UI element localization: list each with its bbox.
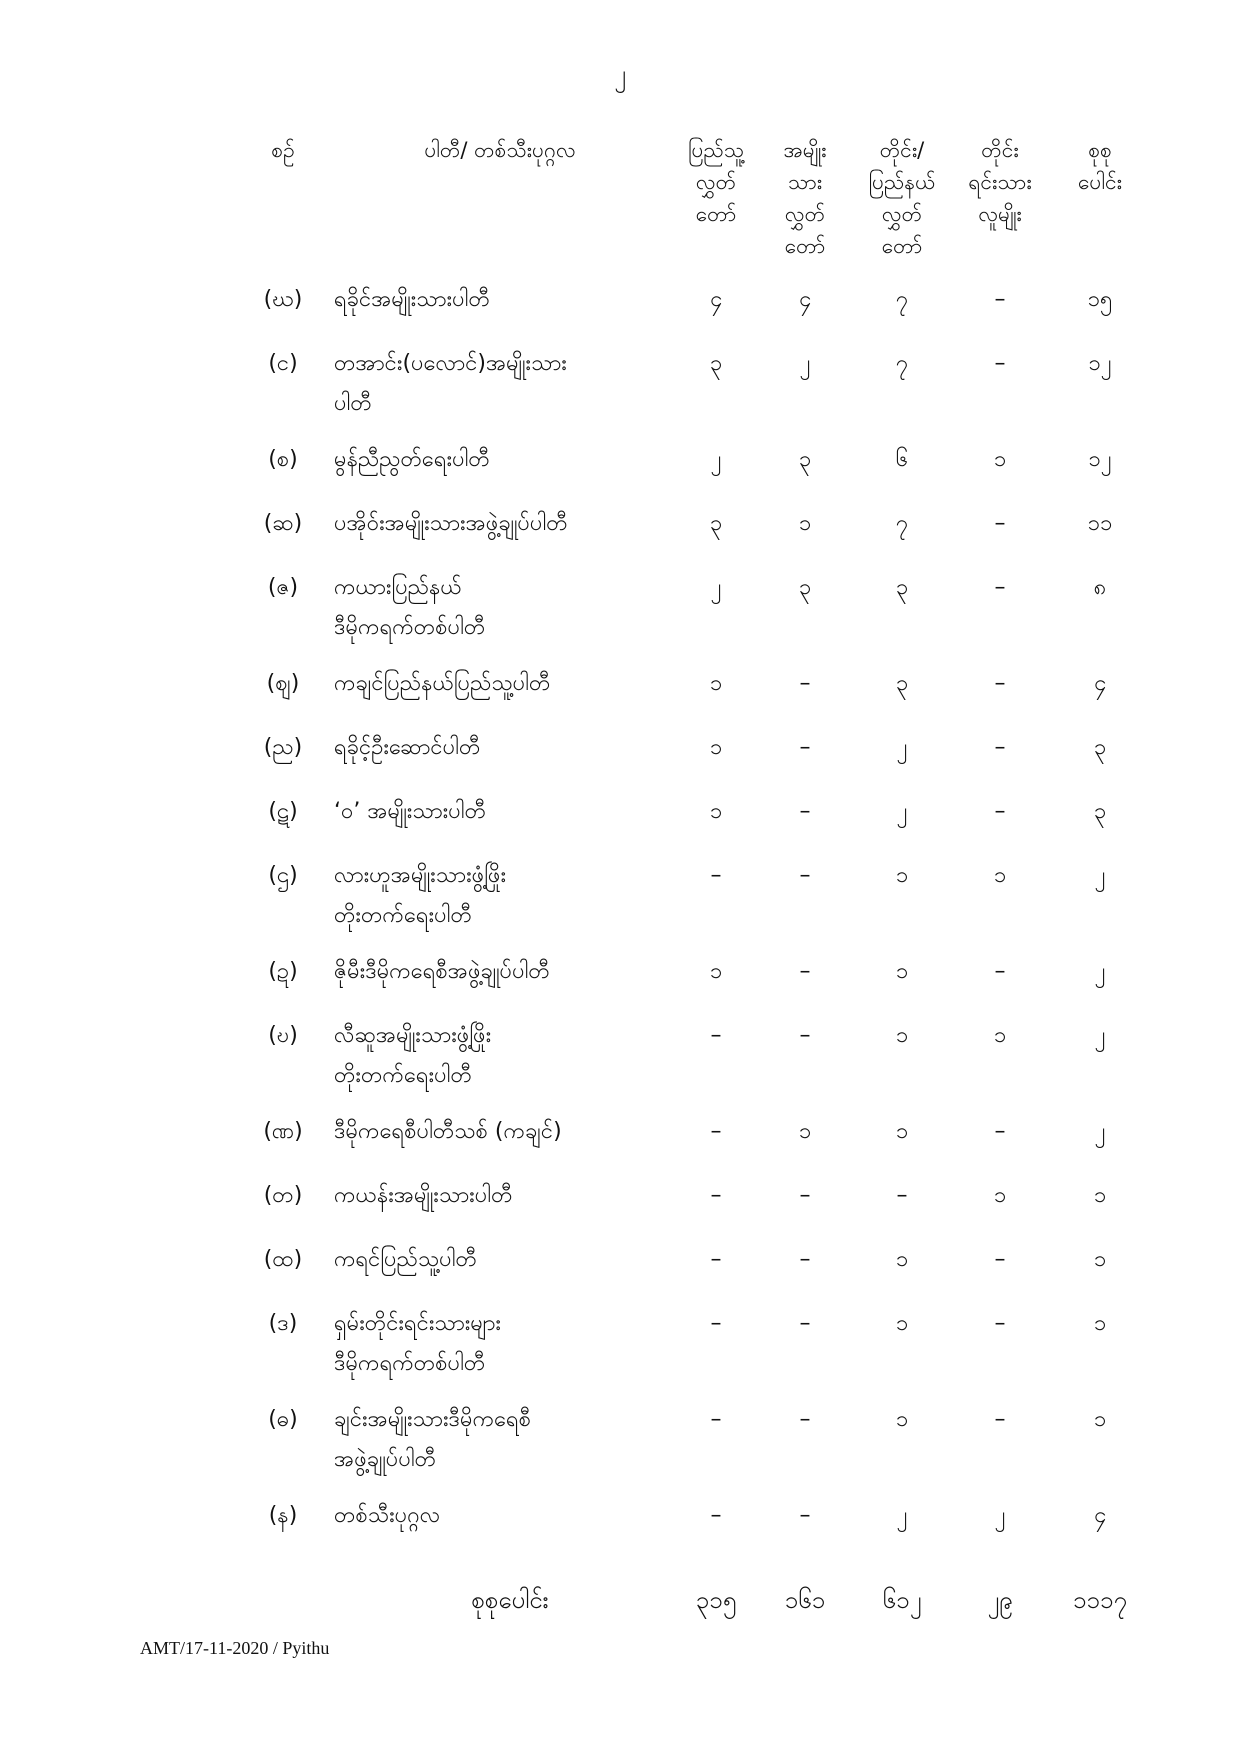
ethnic-seats: – bbox=[994, 351, 1006, 376]
row-number: (ည) bbox=[263, 735, 303, 760]
pyithu-seats: – bbox=[710, 1183, 722, 1208]
row-number: (ဏ) bbox=[263, 1119, 303, 1144]
pyithu-seats: ၁ bbox=[709, 735, 723, 760]
amyotha-seats: – bbox=[799, 1503, 811, 1528]
header-pyithu: ပြည်သူ့ လွှတ် တော် bbox=[687, 138, 745, 226]
amyotha-seats: – bbox=[799, 671, 811, 696]
region-seats: ၇ bbox=[895, 511, 909, 536]
pyithu-seats: – bbox=[710, 1407, 722, 1432]
amyotha-seats: – bbox=[799, 735, 811, 760]
table-row bbox=[0, 344, 1240, 424]
row-number: (ဓ) bbox=[268, 1407, 298, 1432]
amyotha-seats: – bbox=[799, 959, 811, 984]
total-seats: ၂ bbox=[1094, 1023, 1106, 1048]
total-seats: ၂ bbox=[1094, 1119, 1106, 1144]
region-seats: ၃ bbox=[895, 671, 909, 696]
total-seats: ၂ bbox=[1094, 863, 1106, 888]
pyithu-seats: – bbox=[710, 863, 722, 888]
total-seats: ၁၂ bbox=[1088, 447, 1112, 472]
row-number: (ဋ) bbox=[268, 799, 298, 824]
pyithu-seats: ၄ bbox=[709, 287, 723, 312]
total-seats: ၄ bbox=[1093, 671, 1107, 696]
pyithu-seats: ၁ bbox=[709, 671, 723, 696]
ethnic-seats: – bbox=[994, 959, 1006, 984]
row-number: (ဌ) bbox=[268, 863, 298, 888]
total-seats: ၁ bbox=[1093, 1407, 1107, 1432]
party-name: ရှမ်းတိုင်းရင်းသားများ ဒီမိုကရက်တစ်ပါတီ bbox=[334, 1311, 501, 1376]
ethnic-seats: ၁ bbox=[993, 1183, 1007, 1208]
total-ethnic: ၂၉ bbox=[987, 1586, 1013, 1614]
region-seats: ၂ bbox=[896, 735, 908, 760]
row-number: (ဈ) bbox=[266, 671, 300, 696]
table-row bbox=[0, 856, 1240, 936]
ethnic-seats: – bbox=[994, 671, 1006, 696]
region-seats: ၁ bbox=[895, 1119, 909, 1144]
ethnic-seats: – bbox=[994, 1407, 1006, 1432]
region-seats: ၂ bbox=[896, 1503, 908, 1528]
region-seats: ၁ bbox=[895, 959, 909, 984]
amyotha-seats: – bbox=[799, 1311, 811, 1336]
amyotha-seats: – bbox=[799, 863, 811, 888]
ethnic-seats: – bbox=[994, 511, 1006, 536]
pyithu-seats: ၁ bbox=[709, 799, 723, 824]
ethnic-seats: ၁ bbox=[993, 1023, 1007, 1048]
party-name: မွန်ညီညွတ်ရေးပါတီ bbox=[334, 447, 490, 472]
pyithu-seats: ၃ bbox=[709, 511, 723, 536]
amyotha-seats: ၄ bbox=[798, 287, 812, 312]
region-seats: ၇ bbox=[895, 351, 909, 376]
ethnic-seats: ၁ bbox=[993, 447, 1007, 472]
total-amyotha: ၁၆၁ bbox=[784, 1586, 826, 1614]
region-seats: ၃ bbox=[895, 575, 909, 600]
total-seats: ၃ bbox=[1093, 735, 1107, 760]
row-number: (န) bbox=[268, 1503, 298, 1528]
header-party: ပါတီ/ တစ်သီးပုဂ္ဂလ bbox=[424, 138, 576, 162]
row-number: (စ) bbox=[268, 447, 298, 472]
pyithu-seats: – bbox=[710, 1119, 722, 1144]
total-pyithu: ၃၁၅ bbox=[695, 1586, 737, 1614]
region-seats: ၇ bbox=[895, 287, 909, 312]
total-seats: ၄ bbox=[1093, 1503, 1107, 1528]
region-seats: ၁ bbox=[895, 1023, 909, 1048]
total-seats: ၁ bbox=[1093, 1311, 1107, 1336]
table-row bbox=[0, 1304, 1240, 1384]
header-no: စဉ် bbox=[271, 138, 295, 162]
header-total: စုစု ပေါင်း bbox=[1078, 138, 1122, 194]
row-number: (ဒ) bbox=[268, 1311, 298, 1336]
party-name: ဇိုမီးဒီမိုကရေစီအဖွဲ့ချုပ်ပါတီ bbox=[334, 959, 550, 984]
party-name: လားဟူအမျိုးသားဖွံ့ဖြိုး တိုးတက်ရေးပါတီ bbox=[334, 863, 507, 928]
party-name: ကယန်းအမျိုးသားပါတီ bbox=[334, 1183, 513, 1208]
party-name: ရခိုင်အမျိုးသားပါတီ bbox=[334, 287, 490, 312]
party-name: ကယားပြည်နယ် ဒီမိုကရက်တစ်ပါတီ bbox=[334, 575, 486, 640]
total-seats: ၁၂ bbox=[1088, 351, 1112, 376]
party-name: တအာင်း(ပလောင်)အမျိုးသား ပါတီ bbox=[334, 351, 567, 416]
amyotha-seats: – bbox=[799, 1023, 811, 1048]
region-seats: ၁ bbox=[895, 1311, 909, 1336]
amyotha-seats: ၃ bbox=[798, 575, 812, 600]
row-number: (ဃ) bbox=[263, 287, 303, 312]
total-seats: ၁၁ bbox=[1087, 511, 1113, 536]
ethnic-seats: – bbox=[994, 1247, 1006, 1272]
pyithu-seats: ၂ bbox=[710, 447, 722, 472]
total-seats: ၁ bbox=[1093, 1247, 1107, 1272]
header-ethnic: တိုင်း ရင်းသား လူမျိုး bbox=[968, 138, 1032, 226]
page-number: ၂ bbox=[614, 60, 626, 88]
row-number: (ဍ) bbox=[268, 959, 298, 984]
row-number: (ဎ) bbox=[268, 1023, 298, 1048]
pyithu-seats: – bbox=[710, 1247, 722, 1272]
ethnic-seats: – bbox=[994, 1311, 1006, 1336]
amyotha-seats: ၁ bbox=[798, 1119, 812, 1144]
total-seats: ၃ bbox=[1093, 799, 1107, 824]
total-region: ၆၁၂ bbox=[882, 1586, 922, 1614]
region-seats: – bbox=[896, 1183, 908, 1208]
amyotha-seats: – bbox=[799, 1247, 811, 1272]
region-seats: ၁ bbox=[895, 863, 909, 888]
region-seats: ၁ bbox=[895, 1247, 909, 1272]
party-name: တစ်သီးပုဂ္ဂလ bbox=[334, 1503, 441, 1528]
row-number: (င) bbox=[268, 351, 298, 376]
ethnic-seats: – bbox=[994, 287, 1006, 312]
pyithu-seats: ၃ bbox=[709, 351, 723, 376]
ethnic-seats: ၁ bbox=[993, 863, 1007, 888]
header-region: တိုင်း/ ပြည်နယ် လွှတ် တော် bbox=[868, 138, 936, 258]
pyithu-seats: ၁ bbox=[709, 959, 723, 984]
region-seats: ၆ bbox=[895, 447, 909, 472]
party-name: ကရင်ပြည်သူ့ပါတီ bbox=[334, 1247, 477, 1272]
total-seats: ၂ bbox=[1094, 959, 1106, 984]
row-number: (ထ) bbox=[263, 1247, 303, 1272]
party-name: ချင်းအမျိုးသားဒီမိုကရေစီ အဖွဲ့ချုပ်ပါတီ bbox=[334, 1407, 532, 1472]
pyithu-seats: – bbox=[710, 1311, 722, 1336]
total-seats: ၁ bbox=[1093, 1183, 1107, 1208]
table-row bbox=[0, 1496, 1240, 1576]
total-seats: ၈ bbox=[1093, 575, 1107, 600]
total-seats: ၁၅ bbox=[1087, 287, 1113, 312]
party-name: ဒီမိုကရေစီပါတီသစ် (ကချင်) bbox=[334, 1119, 562, 1144]
amyotha-seats: – bbox=[799, 1407, 811, 1432]
amyotha-seats: ၂ bbox=[799, 351, 811, 376]
ethnic-seats: – bbox=[994, 735, 1006, 760]
row-number: (ဇ) bbox=[267, 575, 299, 600]
amyotha-seats: – bbox=[799, 799, 811, 824]
party-name: လီဆူအမျိုးသားဖွံ့ဖြိုး တိုးတက်ရေးပါတီ bbox=[334, 1023, 492, 1088]
ethnic-seats: ၂ bbox=[994, 1503, 1006, 1528]
pyithu-seats: ၂ bbox=[710, 575, 722, 600]
amyotha-seats: ၁ bbox=[798, 511, 812, 536]
party-name: ပအိုဝ်းအမျိုးသားအဖွဲ့ချုပ်ပါတီ bbox=[334, 511, 568, 536]
header-amyotha: အမျိုး သား လွှတ် တော် bbox=[783, 138, 827, 258]
region-seats: ၂ bbox=[896, 799, 908, 824]
row-number: (ဆ) bbox=[263, 511, 303, 536]
total-sum: ၁၁၁၇ bbox=[1073, 1586, 1127, 1614]
party-name: ရခိုင့်ဦးဆောင်ပါတီ bbox=[334, 735, 481, 760]
amyotha-seats: ၃ bbox=[798, 447, 812, 472]
table-row bbox=[0, 568, 1240, 648]
footer-reference: AMT/17-11-2020 / Pyithu bbox=[140, 1638, 330, 1658]
pyithu-seats: – bbox=[710, 1023, 722, 1048]
region-seats: ၁ bbox=[895, 1407, 909, 1432]
row-number: (တ) bbox=[263, 1183, 303, 1208]
party-name: ‘ဝ’ အမျိုးသားပါတီ bbox=[334, 799, 486, 824]
total-label: စုစုပေါင်း bbox=[471, 1586, 549, 1614]
ethnic-seats: – bbox=[994, 799, 1006, 824]
ethnic-seats: – bbox=[994, 1119, 1006, 1144]
ethnic-seats: – bbox=[994, 575, 1006, 600]
table-row bbox=[0, 1400, 1240, 1480]
table-row bbox=[0, 1016, 1240, 1096]
party-name: ကချင်ပြည်နယ်ပြည်သူ့ပါတီ bbox=[334, 671, 551, 696]
pyithu-seats: – bbox=[710, 1503, 722, 1528]
amyotha-seats: – bbox=[799, 1183, 811, 1208]
